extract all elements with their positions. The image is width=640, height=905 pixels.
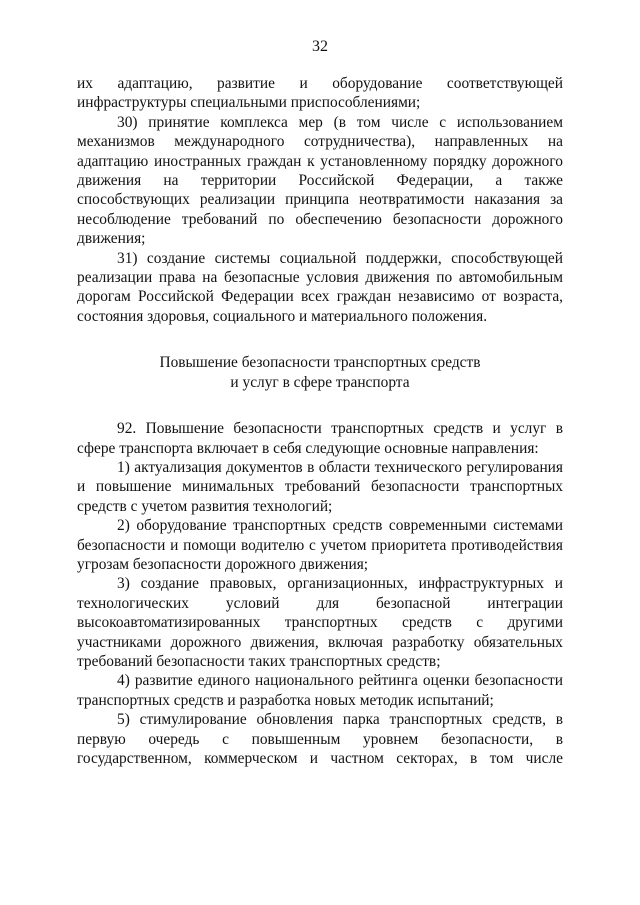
list-item-2: 2) оборудование транспортных средств современными системами безопасности и помощи водителю с учетом приоритета противодействия угрозам безопасности дорожного движения; [77, 517, 563, 573]
page-number: 32 [312, 38, 328, 55]
document-body [77, 74, 563, 768]
section-heading-line-1: Повышение безопасности транспортных средств [159, 354, 481, 372]
continuation-paragraph: их адаптацию, развитие и оборудование соответствующей инфраструктуры специальными приспособлениями; [77, 75, 563, 112]
list-item-4: 4) развитие единого национального рейтинга оценки безопасности транспортных средств и разработка новых методик испытаний; [77, 672, 563, 709]
list-item-30: 30) принятие комплекса мер (в том числе с использованием механизмов международного сотрудничества), направленных на адаптацию иностранных граждан к установленному порядку дорожного движения на территории Российской Федерации, а также способствующих реализации принципа неотвратимости наказания за несоблюдение требований по обеспечению безопасности дорожного движения; [77, 113, 563, 248]
list-item-5: 5) стимулирование обновления парка транспортных средств, в первую очередь с повышенным уровнем безопасности, в государственном, коммерческом и частном секторах, в том числе [77, 711, 563, 767]
list-item-3: 3) создание правовых, организационных, инфраструктурных и технологических условий для безопасной интеграции высокоавтоматизированных транспортных средств с другими участниками дорожного движения, включая разработку обязательных требований безопасности таких транспортных средств; [77, 575, 563, 670]
list-item-1: 1) актуализация документов в области технического регулирования и повышение минимальных требований безопасности транспортных средств с учетом развития технологий; [77, 458, 563, 515]
list-item-31: 31) создание системы социальной поддержки, способствующей реализации права на безопасные условия движения по автомобильным дорогам Российской Федерации всех граждан независимо от возраста, состояния здоровья, социального и материального положения. [77, 249, 563, 325]
section-heading [77, 353, 563, 392]
section-intro-paragraph: 92. Повышение безопасности транспортных средств и услуг в сфере транспорта включает в себя следующие основные направления: [77, 420, 563, 457]
section-heading-line-2: и услуг в сфере транспорта [230, 373, 410, 391]
